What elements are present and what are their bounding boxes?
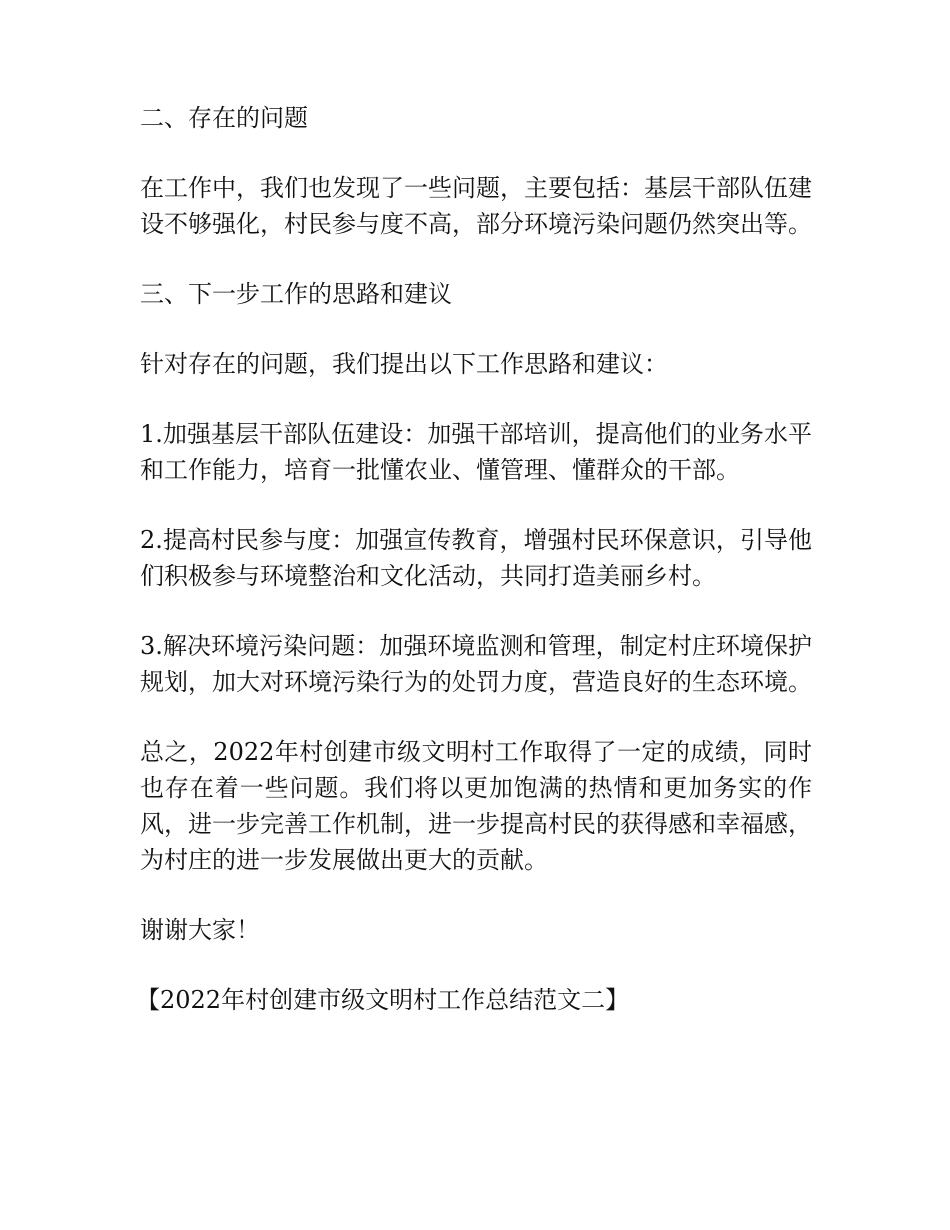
list-item: 3.解决环境污染问题：加强环境监测和管理，制定村庄环境保护规划，加大对环境污染行为的处罚力度，营造良好的生态环境。 <box>140 632 812 696</box>
list-item: 2.提高村民参与度：加强宣传教育，增强村民环保意识，引导他们积极参与环境整治和文化活动，共同打造美丽乡村。 <box>140 526 812 590</box>
section-heading-suggestions: 三、下一步工作的思路和建议 <box>140 280 452 308</box>
document-page <box>136 100 812 1018</box>
thanks-text: 谢谢大家！ <box>140 916 260 944</box>
paragraph-suggestions-intro: 针对存在的问题，我们提出以下工作思路和建议： <box>140 350 668 378</box>
next-article-title: 【2022年村创建市级文明村工作总结范文二】 <box>136 986 630 1014</box>
section-heading-problems: 二、存在的问题 <box>140 104 308 132</box>
list-item: 1.加强基层干部队伍建设：加强干部培训，提高他们的业务水平和工作能力，培育一批懂农业、懂管理、懂群众的干部。 <box>140 420 812 484</box>
paragraph-conclusion: 总之，2022年村创建市级文明村工作取得了一定的成绩，同时也存在着一些问题。我们将以更加饱满的热情和更加务实的作风，进一步完善工作机制，进一步提高村民的获得感和幸福感，为村庄的进一步发展做出更大的贡献。 <box>140 738 812 874</box>
paragraph-problems: 在工作中，我们也发现了一些问题，主要包括：基层干部队伍建设不够强化，村民参与度不高，部分环境污染问题仍然突出等。 <box>140 174 812 238</box>
